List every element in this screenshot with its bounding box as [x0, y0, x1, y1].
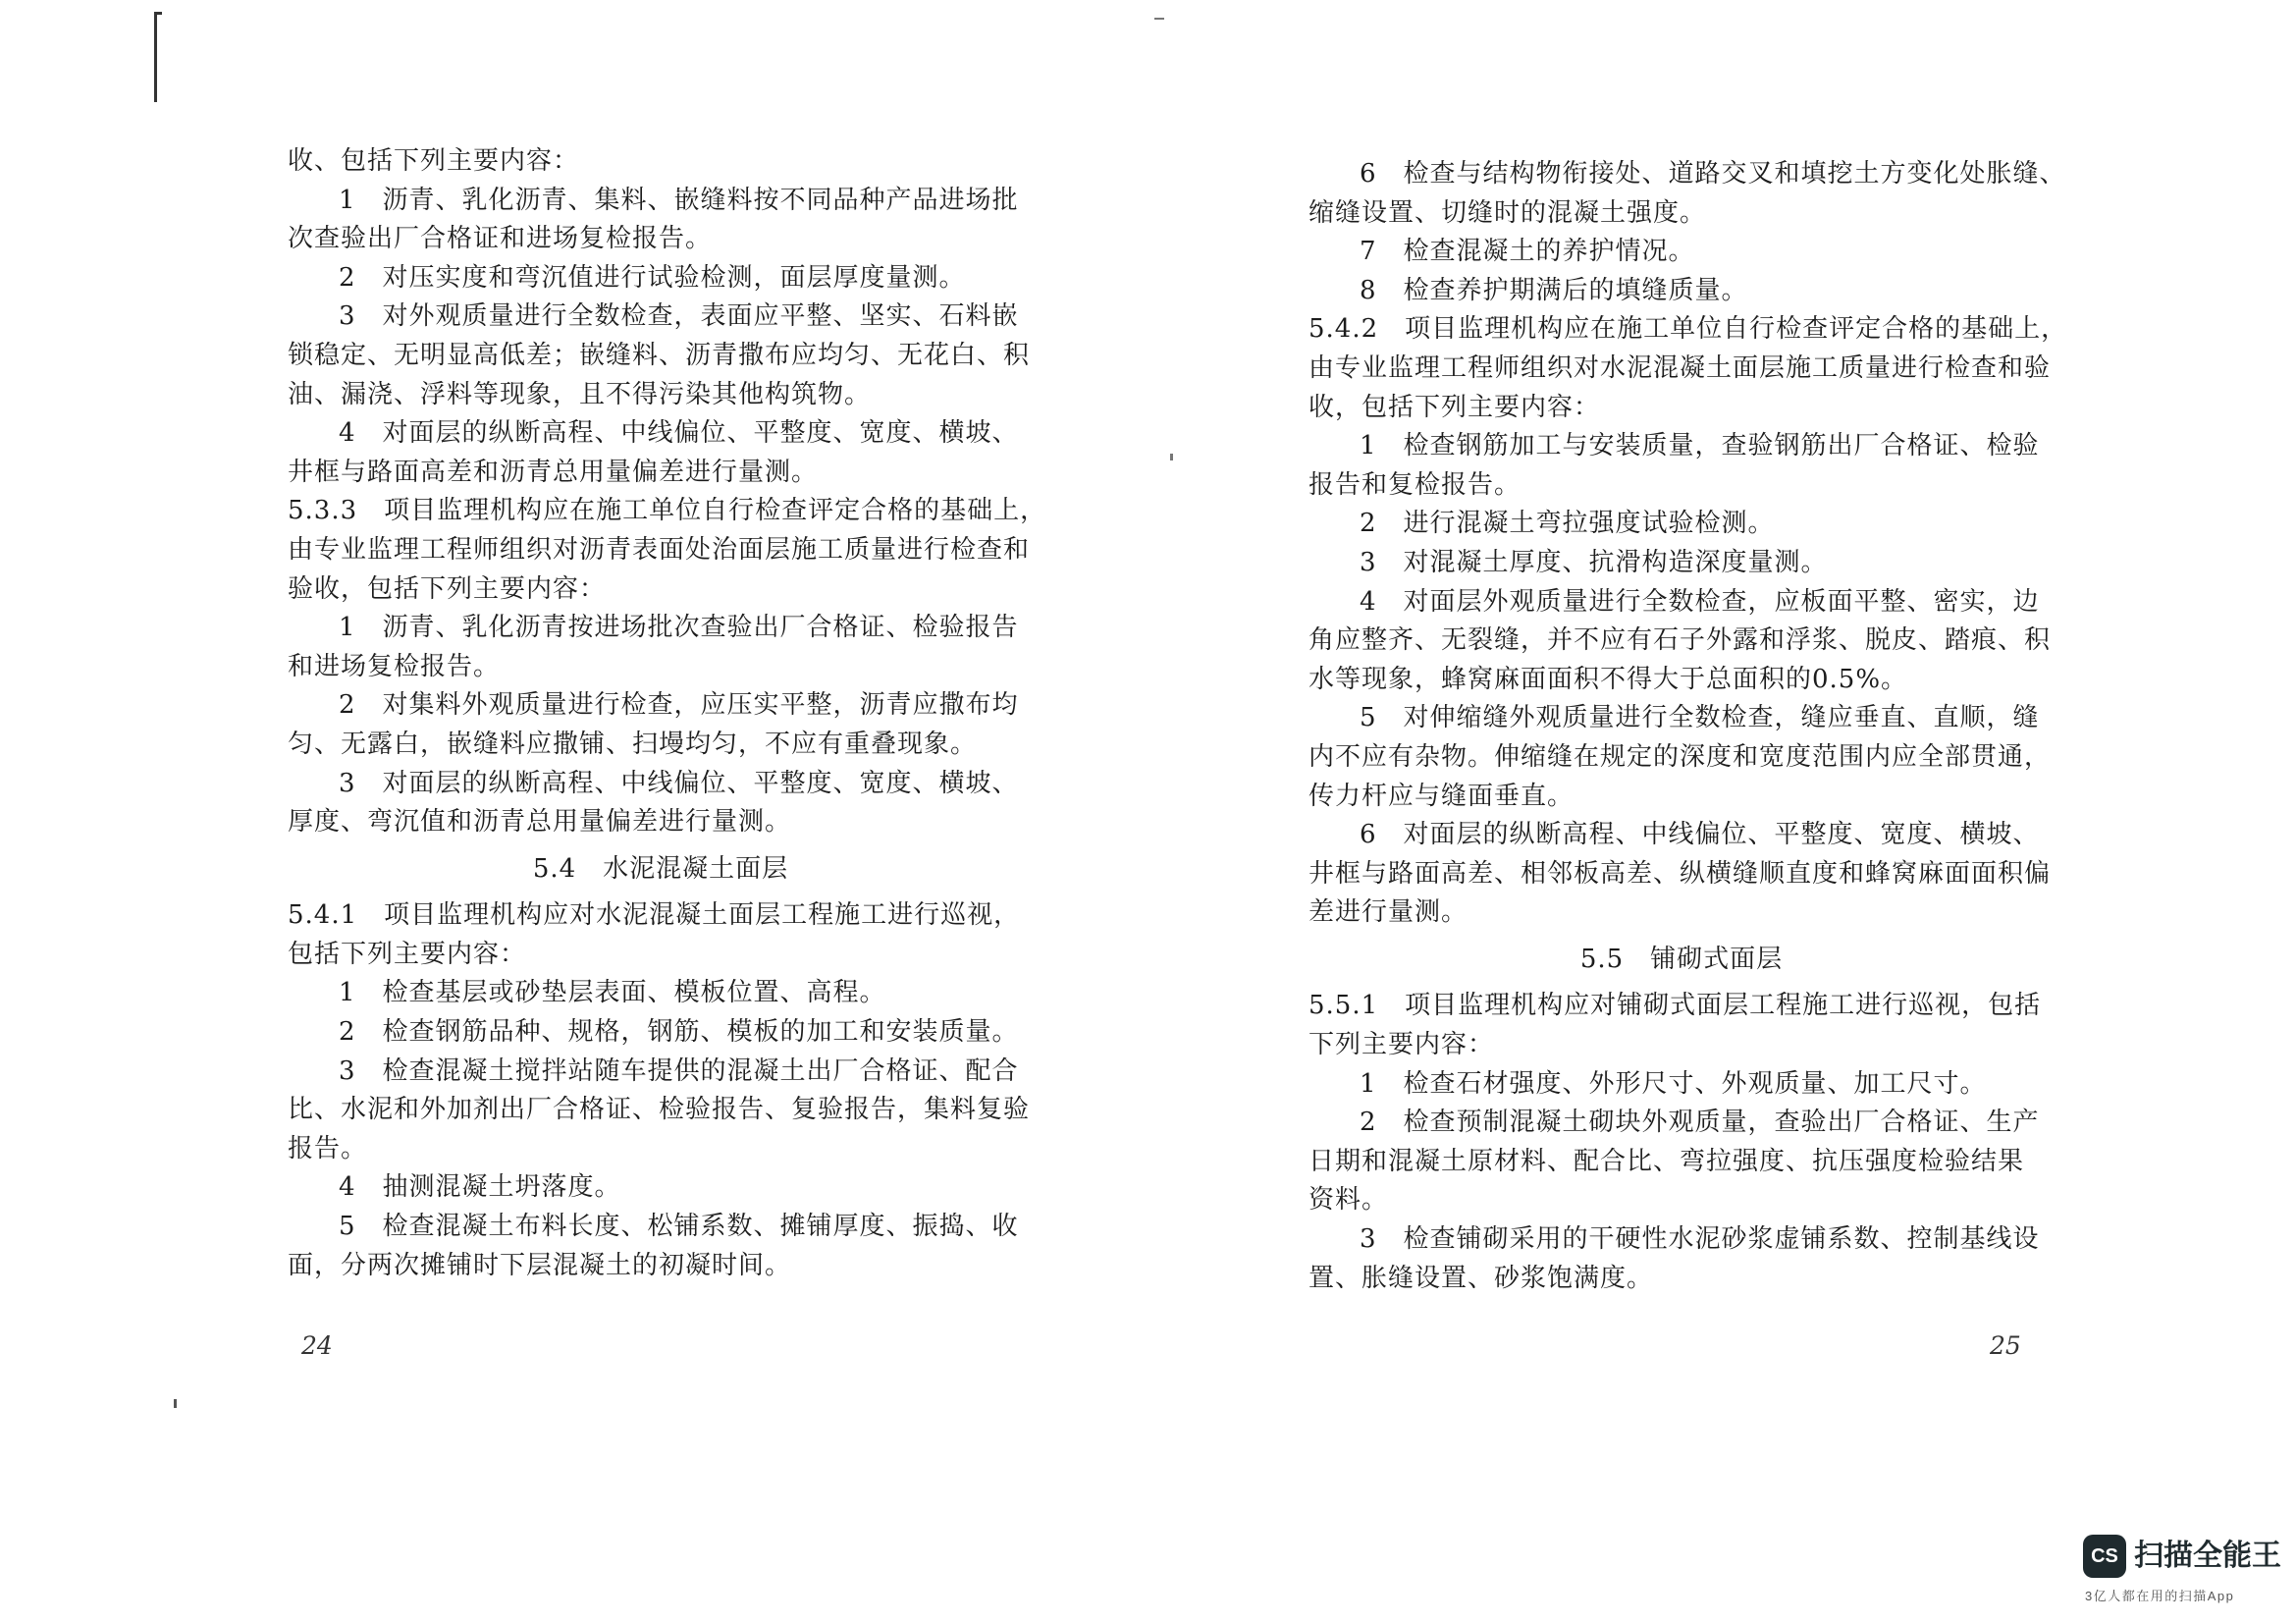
scan-corner-mark-top [154, 12, 162, 15]
cs-logo-icon: CS [2083, 1535, 2126, 1578]
page-number-left: 24 [301, 1331, 333, 1360]
text-line: 1 检查石材强度、外形尺寸、外观质量、加工尺寸。 [1360, 1068, 1987, 1099]
clause-heading: 5.4.1 项目监理机构应对水泥混凝土面层工程施工进行巡视， [288, 900, 1021, 931]
watermark-title: 扫描全能王 [2134, 1540, 2281, 1572]
text-line: 3 对面层的纵断高程、中线偏位、平整度、宽度、横坡、 [339, 768, 1019, 798]
scan-speck [174, 1399, 177, 1408]
text-line: 井框与路面高差、相邻板高差、纵横缝顺直度和蜂窝麻面面积偏 [1308, 858, 2052, 889]
text-line: 5 检查混凝土布料长度、松铺系数、摊铺厚度、振捣、收 [339, 1212, 1019, 1242]
text-line: 包括下列主要内容： [288, 939, 527, 969]
text-line: 资料。 [1308, 1185, 1389, 1216]
text-line: 内不应有杂物。伸缩缝在规定的深度和宽度范围内应全部贯通， [1308, 741, 2052, 772]
text-line: 2 检查钢筋品种、规格，钢筋、模板的加工和安装质量。 [339, 1017, 1019, 1048]
text-line: 次查验出厂合格证和进场复检报告。 [288, 224, 713, 254]
text-line: 水等现象，蜂窝麻面面积不得大于总面积的0.5%。 [1308, 664, 1908, 694]
text-line: 由专业监理工程师组织对水泥混凝土面层施工质量进行检查和验 [1308, 352, 2052, 383]
text-line: 3 对混凝土厚度、抗滑构造深度量测。 [1360, 547, 1828, 577]
text-line: 比、水泥和外加剂出厂合格证、检验报告、复验报告，集料复验 [288, 1095, 1031, 1125]
left-page [288, 142, 1047, 1285]
text-line: 4 对面层的纵断高程、中线偏位、平整度、宽度、横坡、 [339, 418, 1019, 449]
section-heading: 5.5 铺砌式面层 [1579, 944, 1784, 974]
text-line: 3 检查铺砌采用的干硬性水泥砂浆虚铺系数、控制基线设 [1360, 1224, 2040, 1255]
text-line: 报告和复检报告。 [1308, 469, 1522, 500]
text-line: 2 进行混凝土弯拉强度试验检测。 [1360, 509, 1775, 539]
text-line: 和进场复检报告。 [288, 651, 501, 681]
text-line: 6 对面层的纵断高程、中线偏位、平整度、宽度、横坡、 [1360, 820, 2040, 850]
text-line: 验收，包括下列主要内容： [288, 573, 607, 604]
text-line: 8 检查养护期满后的填缝质量。 [1360, 275, 1748, 305]
scanner-watermark [2083, 1535, 2279, 1603]
text-line: 1 沥青、乳化沥青、集料、嵌缝料按不同品种产品进场批 [339, 185, 1019, 215]
text-line: 2 对压实度和弯沉值进行试验检测，面层厚度量测。 [339, 262, 966, 293]
scan-speck [1170, 454, 1173, 460]
text-line: 下列主要内容： [1308, 1030, 1495, 1060]
text-line: 传力杆应与缝面垂直。 [1308, 781, 1575, 811]
text-line: 角应整齐、无裂缝，并不应有石子外露和浮浆、脱皮、踏痕、积 [1308, 625, 2052, 656]
text-line: 井框与路面高差和沥青总用量偏差进行量测。 [288, 457, 819, 487]
text-line: 由专业监理工程师组织对沥青表面处治面层施工质量进行检查和 [288, 534, 1031, 565]
clause-heading: 5.3.3 项目监理机构应在施工单位自行检查评定合格的基础上， [288, 496, 1047, 526]
text-line: 面，分两次摊铺时下层混凝土的初凝时间。 [288, 1250, 792, 1280]
text-line: 收，包括下列主要内容： [1308, 392, 1601, 422]
text-line: 4 抽测混凝土坍落度。 [339, 1172, 621, 1203]
text-line: 5 对伸缩缝外观质量进行全数检查，缝应垂直、直顺，缝 [1360, 703, 2040, 733]
scan-speck [1154, 18, 1164, 20]
text-line: 收、包括下列主要内容： [288, 146, 580, 176]
text-line: 6 检查与结构物衔接处、道路交叉和填挖土方变化处胀缝、 [1360, 159, 2066, 189]
text-line: 3 对外观质量进行全数检查，表面应平整、坚实、石料嵌 [339, 301, 1019, 332]
text-line: 报告。 [288, 1133, 368, 1163]
text-line: 2 对集料外观质量进行检查，应压实平整，沥青应撒布均 [339, 690, 1019, 721]
watermark-subtitle: 3亿人都在用的扫描App [2085, 1589, 2235, 1603]
text-line: 油、漏浇、浮料等现象，且不得污染其他构筑物。 [288, 379, 872, 409]
text-line: 差进行量测。 [1308, 897, 1468, 928]
clause-heading: 5.4.2 项目监理机构应在施工单位自行检查评定合格的基础上， [1308, 314, 2068, 345]
text-line: 置、胀缝设置、砂浆饱满度。 [1308, 1263, 1654, 1293]
page-number-right: 25 [1990, 1331, 2021, 1360]
text-line: 锁稳定、无明显高低差；嵌缝料、沥青撒布应均匀、无花白、积 [288, 340, 1031, 370]
text-line: 4 对面层外观质量进行全数检查，应板面平整、密实，边 [1360, 586, 2040, 617]
text-line: 日期和混凝土原材料、配合比、弯拉强度、抗压强度检验结果 [1308, 1146, 2025, 1176]
text-line: 缩缝设置、切缝时的混凝土强度。 [1308, 197, 1707, 228]
text-line: 2 检查预制混凝土砌块外观质量，查验出厂合格证、生产 [1360, 1108, 2040, 1138]
right-page [1308, 155, 2068, 1298]
scan-corner-mark [154, 12, 157, 102]
text-line: 1 检查钢筋加工与安装质量，查验钢筋出厂合格证、检验 [1360, 431, 2040, 461]
text-line: 3 检查混凝土搅拌站随车提供的混凝土出厂合格证、配合 [339, 1055, 1019, 1086]
text-line: 1 沥青、乳化沥青按进场批次查验出厂合格证、检验报告 [339, 613, 1019, 643]
text-line: 匀、无露白，嵌缝料应撒铺、扫墁均匀，不应有重叠现象。 [288, 729, 978, 759]
text-line: 厚度、弯沉值和沥青总用量偏差进行量测。 [288, 807, 792, 838]
section-heading: 5.4 水泥混凝土面层 [532, 853, 789, 884]
text-line: 7 检查混凝土的养护情况。 [1360, 237, 1695, 267]
clause-heading: 5.5.1 项目监理机构应对铺砌式面层工程施工进行巡视，包括 [1308, 991, 2042, 1021]
text-line: 1 检查基层或砂垫层表面、模板位置、高程。 [339, 978, 886, 1008]
